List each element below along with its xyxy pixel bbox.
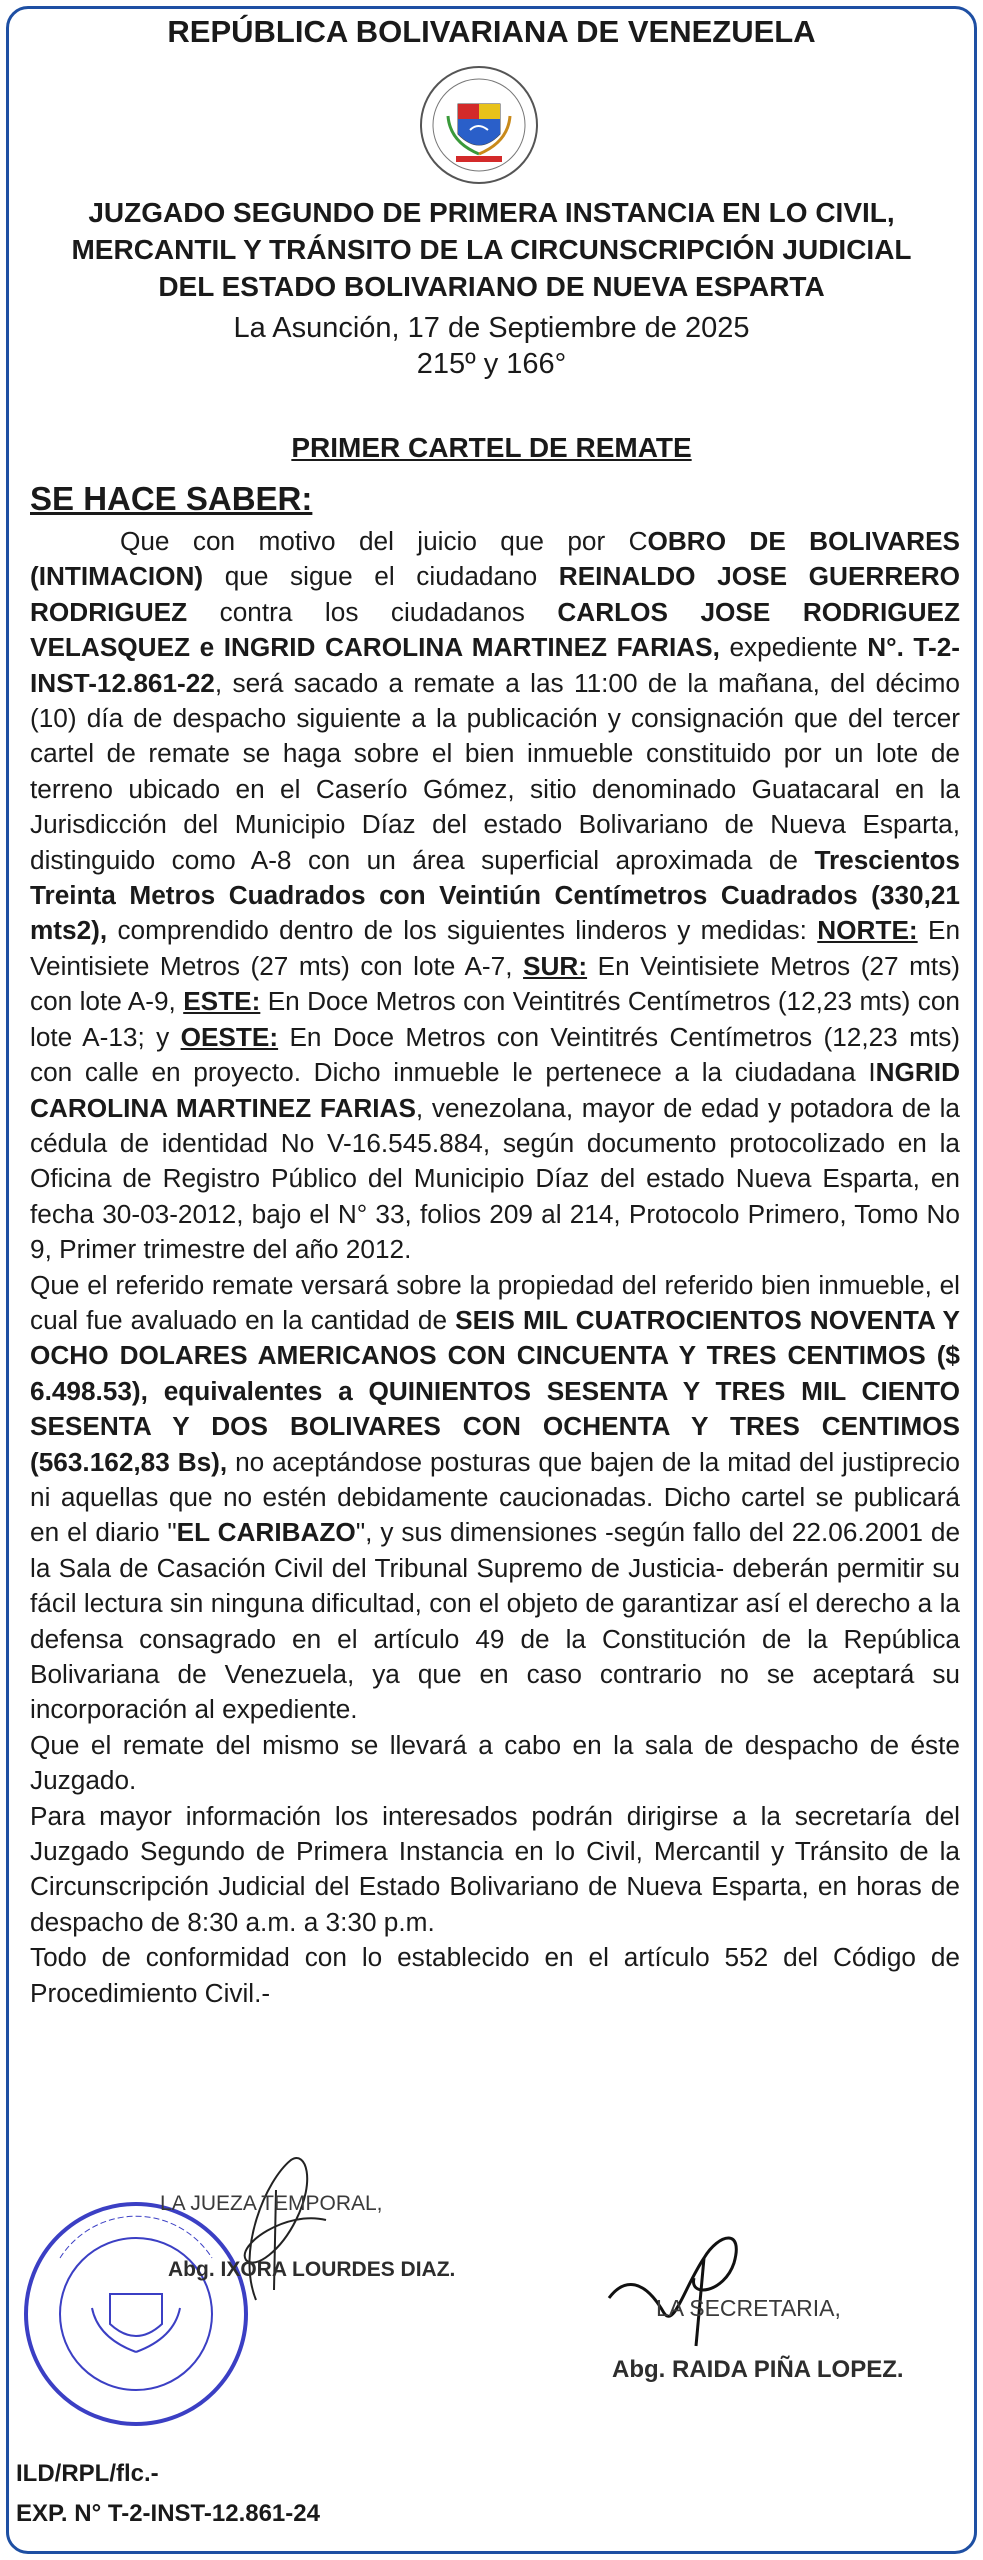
initials-reference: ILD/RPL/flc.-: [16, 2460, 159, 2487]
p2-text-c: no aceptándose posturas que bajen de la mitad del justiprecio ni aquellas que no estén debidamente caucionadas. Dicho cartel se publicará en el diario ": [30, 1446, 960, 1548]
judge-signature: [196, 2150, 356, 2310]
judge-name: Abg. IXORA LOURDES DIAZ.: [168, 2258, 456, 2281]
p1-owner: NGRID CAROLINA MARTINEZ FARIAS: [30, 1057, 960, 1123]
intro-heading: SE HACE SABER:: [30, 480, 313, 517]
p1-text-q: En Doce Metros con Veintitrés Centímetros (12,23 mts) con lote A-13; y: [30, 986, 960, 1052]
p1-text-k: comprendido dentro de los siguientes linderos y medidas:: [107, 915, 818, 946]
p1-case-number: N°. T-2- INST-12.861-22: [30, 632, 960, 698]
issue-date: La Asunción, 17 de Septiembre de 2025: [233, 312, 750, 344]
paragraph-1: [30, 524, 960, 1268]
boundary-south: SUR:: [523, 950, 588, 981]
notice-body: [30, 524, 960, 2011]
p1-area: Trescientos Treinta Metros Cuadrados con Veintiún Centímetros Cuadrados (330,21 mts2),: [30, 844, 960, 946]
court-line-1: JUZGADO SEGUNDO DE PRIMERA INSTANCIA EN LO CIVIL,: [88, 197, 895, 228]
national-seal-emblem: [418, 64, 540, 186]
p1-text-s: En Doce Metros con Veintitrés Centímetros (12,23 mts) con calle en proyecto. Dicho inmueble le pertenece a la ciudadana I: [30, 1021, 961, 1088]
p1-defendants: CARLOS JOSE RODRIGUEZ VELASQUEZ e INGRID CAROLINA MARTINEZ FARIAS,: [30, 596, 960, 663]
p1-text-i: , será sacado a remate a las 11:00 de la mañana, del décimo (10) día de despacho siguiente a la publicación y consignación que del tercer cartel de remate se haga sobre el bien inmueble constituido por un lote de terreno ubicado en el Caserío Gómez, sitio denominado Guatacaral en la Jurisdicción del Municipio Díaz del estado Bolivariano de Nueva Esparta, distinguido como A-8 con un área superficial aproximada de: [30, 667, 960, 875]
p2-text-a: Que el referido remate versará sobre la propiedad del referido bien inmueble, el cual fue avaluado en la cantidad de: [30, 1269, 960, 1335]
secretary-name: Abg. RAIDA PIÑA LOPEZ.: [612, 2356, 904, 2383]
date-block: [0, 310, 983, 382]
p2-valuation: SEIS MIL CUATROCIENTOS NOVENTA Y OCHO DOLARES AMERICANOS CON CINCUENTA Y TRES CENTIMOS ($ 6.498.53), equivalentes a QUINIENTOS SESENTA Y TRES MIL CIENTO SESENTA Y DOS BOLIVARES CON OCHENTA Y TRES CENTIMOS (563.162,83 Bs),: [30, 1304, 961, 1477]
p1-text-c: que sigue el ciudadano: [203, 561, 559, 592]
p1-text-m: En Veintisiete Metros (27 mts) con lote A-7,: [30, 915, 961, 981]
p1-text-u: , venezolana, mayor de edad y potadora de la cédula de identidad No V-16.545.884, según documento protocolizado en la Oficina de Registro Público del Municipio Díaz del estado Nueva Esparta, en fecha 30-03-2012, bajo el N° 33, folios 209 al 214, Protocolo Primero, Tomo No 9, Primer trimestre del año 2012.: [30, 1092, 960, 1265]
case-file-reference: EXP. N° T-2-INST-12.861-24: [16, 2500, 320, 2527]
court-name: [20, 194, 963, 305]
years-line: 215º y 166°: [416, 348, 567, 380]
boundary-north: NORTE:: [817, 915, 918, 946]
boundary-east: ESTE:: [183, 986, 261, 1017]
p1-text-o: En Veintisiete Metros (27 mts) con lote A-9,: [30, 950, 961, 1017]
p1-text-g: expediente: [719, 632, 868, 663]
p1-cause: OBRO DE BOLIVARES (INTIMACION): [30, 526, 961, 592]
p1-text-e: contra los ciudadanos: [187, 596, 558, 627]
boundary-west: OESTE:: [180, 1021, 279, 1052]
notice-title: PRIMER CARTEL DE REMATE: [291, 432, 692, 463]
judge-title: LA JUEZA TEMPORAL,: [160, 2192, 383, 2215]
secretary-title: LA SECRETARIA,: [656, 2295, 841, 2321]
p1-plaintiff: REINALDO JOSE GUERRERO RODRIGUEZ: [30, 561, 960, 627]
p2-newspaper: EL CARIBAZO: [176, 1517, 356, 1548]
court-line-2: MERCANTIL Y TRÁNSITO DE LA CIRCUNSCRIPCIÓN JUDICIAL: [71, 234, 912, 265]
court-line-3: DEL ESTADO BOLIVARIANO DE NUEVA ESPARTA: [158, 271, 825, 302]
p2-text-e: ", y sus dimensiones -según fallo del 22.06.2001 de la Sala de Casación Civil del Tribunal Supremo de Justicia- deberán permitir su fácil lectura sin ninguna dificultad, con el objeto de garantizar así el derecho a la defensa consagrado en el artículo 49 de la Constitución de la República Bolivariana de Venezuela, ya que en caso contrario no se aceptará su incorporación al expediente.: [30, 1517, 961, 1725]
republic-heading: REPÚBLICA BOLIVARIANA DE VENEZUELA: [167, 14, 816, 49]
paragraph-3: Que el remate del mismo se llevará a cabo en la sala de despacho de éste Juzgado.: [30, 1729, 960, 1796]
secretary-signature: [604, 2218, 794, 2348]
paragraph-2: [30, 1268, 960, 1728]
paragraph-5: Todo de conformidad con lo establecido en el artículo 552 del Código de Procedimiento Civil.-: [30, 1942, 960, 2008]
p1-text-a: Que con motivo del juicio que por C: [120, 526, 648, 556]
paragraph-4: Para mayor información los interesados podrán dirigirse a la secretaría del Juzgado Segundo de Primera Instancia en lo Civil, Mercantil y Tránsito de la Circunscripción Judicial del Estado Bolivariano de Nueva Esparta, en horas de despacho de 8:30 a.m. a 3:30 p.m.: [30, 1800, 960, 1937]
